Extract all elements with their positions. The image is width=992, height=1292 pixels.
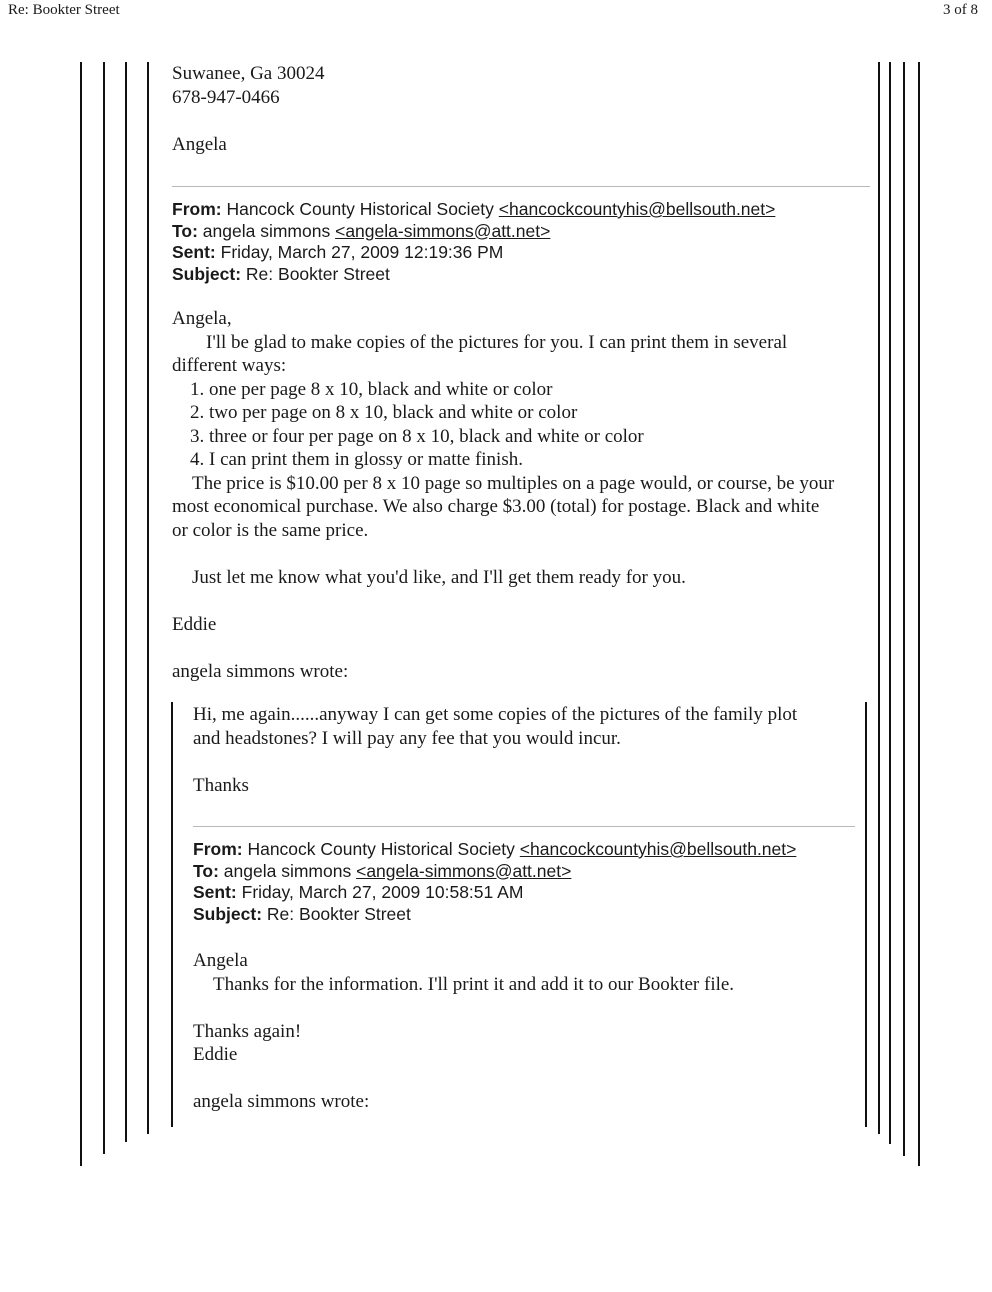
- email1-header: [172, 199, 775, 285]
- email1-paragraph-line: I'll be glad to make copies of the pictures for you. I can print them in several: [206, 331, 788, 353]
- email2-to-email-link[interactable]: <angela-simmons@att.net>: [356, 860, 572, 881]
- email1-list-item: 2. two per page on 8 x 10, black and white or color: [190, 402, 578, 423]
- email1-divider: [172, 186, 870, 187]
- email1-from-row: From: Hancock County Historical Society <hancockcountyhis@bellsouth.net>: [172, 199, 776, 219]
- email2-header: [193, 839, 796, 925]
- email2-sent-row: Sent: Friday, March 27, 2009 10:58:51 AM: [193, 882, 524, 902]
- email2-wrote-line: angela simmons wrote:: [193, 1091, 370, 1112]
- email2-greeting: Angela: [193, 950, 248, 971]
- signature-name: Angela: [172, 133, 227, 155]
- email1-to-row: To: angela simmons <angela-simmons@att.net>: [172, 220, 551, 241]
- sender-signature-block: [172, 62, 325, 156]
- quote-bar-left-4: [147, 62, 149, 1134]
- email1-subject-row: Subject: Re: Bookter Street: [172, 263, 390, 284]
- quote-bar-inner-right: [865, 702, 867, 1127]
- email2-thanks-again: Thanks again!: [193, 1020, 302, 1042]
- quote-bar-right-3: [889, 62, 891, 1144]
- address-line: Suwanee, Ga 30024: [172, 63, 325, 84]
- quote-bar-inner-left: [171, 702, 173, 1127]
- email1-wrote-line: angela simmons wrote:: [172, 660, 349, 682]
- email1-body: [172, 307, 834, 683]
- email1-list-item: 3. three or four per page on 8 x 10, black and white or color: [190, 425, 644, 447]
- email2-from-row: From: Hancock County Historical Society <hancockcountyhis@bellsouth.net>: [193, 839, 797, 859]
- email1-from-email-link[interactable]: <hancockcountyhis@bellsouth.net>: [498, 199, 776, 219]
- email1-price-line: most economical purchase. We also charge $3.00 (total) for postage. Black and white: [172, 496, 820, 517]
- email1-sent-row: Sent: Friday, March 27, 2009 12:19:36 PM: [172, 242, 504, 262]
- email1-list-item: 1. one per page 8 x 10, black and white or color: [190, 378, 553, 400]
- quote-bar-outer-right: [918, 62, 920, 1166]
- email1-to-email-link[interactable]: <angela-simmons@att.net>: [335, 220, 551, 241]
- quote-bar-right-2: [903, 62, 905, 1156]
- quoted-thanks: Thanks: [193, 774, 249, 796]
- quote-bar-left-2: [103, 62, 105, 1154]
- email1-paragraph-line: different ways:: [172, 355, 287, 376]
- quote-bar-outer-left: [80, 62, 82, 1166]
- email1-greeting: Angela,: [172, 308, 232, 329]
- email2-body: [193, 949, 734, 1114]
- quote-bar-left-3: [125, 62, 127, 1142]
- email1-list-item: 4. I can print them in glossy or matte finish.: [190, 449, 523, 470]
- email2-from-email-link[interactable]: <hancockcountyhis@bellsouth.net>: [519, 839, 797, 859]
- email2-to-row: To: angela simmons <angela-simmons@att.net>: [193, 860, 572, 881]
- page-header-title: Re: Bookter Street: [8, 2, 120, 18]
- quote-bar-right-4: [878, 62, 880, 1134]
- email2-divider: [193, 826, 855, 827]
- email1-closing: Just let me know what you'd like, and I'll get them ready for you.: [192, 566, 686, 588]
- email1-price-line: The price is $10.00 per 8 x 10 page so multiples on a page would, or course, be your: [192, 472, 835, 494]
- quoted-line: Hi, me again......anyway I can get some copies of the pictures of the family plot: [193, 704, 798, 725]
- quoted-line: and headstones? I will pay any fee that you would incur.: [193, 727, 621, 749]
- email2-body-line: Thanks for the information. I'll print it and add it to our Bookter file.: [213, 973, 735, 995]
- quoted-message: [193, 703, 797, 797]
- email1-price-line: or color is the same price.: [172, 519, 369, 541]
- phone-number: 678-947-0466: [172, 86, 280, 108]
- page-number: 3 of 8: [943, 2, 978, 18]
- email2-sign: Eddie: [193, 1044, 238, 1065]
- email1-sign: Eddie: [172, 613, 217, 635]
- email2-subject-row: Subject: Re: Bookter Street: [193, 903, 411, 924]
